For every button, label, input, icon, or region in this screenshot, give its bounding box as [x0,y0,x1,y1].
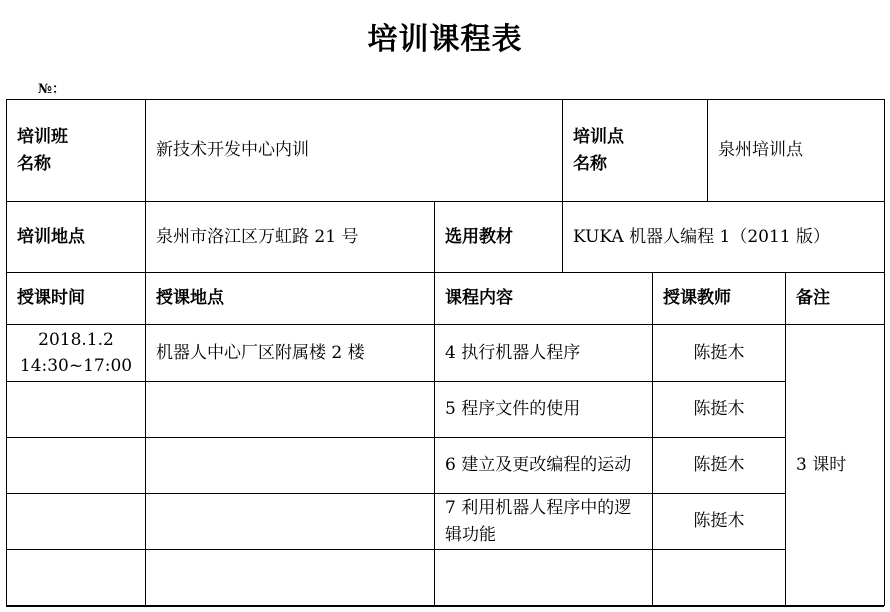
row-content: 5 程序文件的使用 [435,382,653,438]
row-time [7,438,146,494]
class-info-row [7,100,885,202]
row-place [146,438,435,494]
row-time [7,550,146,606]
header-time: 授课时间 [7,273,146,325]
location-value: 泉州市洛江区万虹路 21 号 [146,202,435,273]
row-time: 2018.1.2 14:30~17:00 [7,325,146,382]
serial-number-label: №： [38,82,66,97]
class-name-label: 培训班 名称 [7,100,146,202]
schedule-row [7,325,885,382]
row-place: 机器人中心厂区附属楼 2 楼 [146,325,435,382]
document-title: 培训课程表 [367,22,523,57]
location-label: 培训地点 [7,202,146,273]
row-teacher: 陈挺木 [653,325,786,382]
row-teacher: 陈挺木 [653,438,786,494]
schedule-row [7,382,885,438]
row-place [146,550,435,606]
header-remark: 备注 [786,273,885,325]
header-content: 课程内容 [435,273,653,325]
row-content: 6 建立及更改编程的运动 [435,438,653,494]
row-teacher [653,550,786,606]
schedule-row [7,550,885,606]
point-name-value: 泉州培训点 [708,100,885,202]
row-content [435,550,653,606]
row-time [7,382,146,438]
row-teacher: 陈挺木 [653,382,786,438]
schedule-row [7,438,885,494]
schedule-header-row [7,273,885,325]
course-schedule-table [6,99,885,606]
row-time [7,494,146,550]
schedule-row [7,494,885,550]
page-bottom-divider [6,606,884,607]
row-place [146,382,435,438]
point-name-label: 培训点 名称 [563,100,708,202]
remark-value: 3 课时 [786,325,885,606]
row-content: 7 利用机器人程序中的逻辑功能 [435,494,653,550]
class-name-value: 新技术开发中心内训 [146,100,563,202]
header-place: 授课地点 [146,273,435,325]
row-content: 4 执行机器人程序 [435,325,653,382]
textbook-label: 选用教材 [435,202,563,273]
textbook-value: KUKA 机器人编程 1（2011 版） [563,202,885,273]
row-teacher: 陈挺木 [653,494,786,550]
row-place [146,494,435,550]
header-teacher: 授课教师 [653,273,786,325]
location-row [7,202,885,273]
